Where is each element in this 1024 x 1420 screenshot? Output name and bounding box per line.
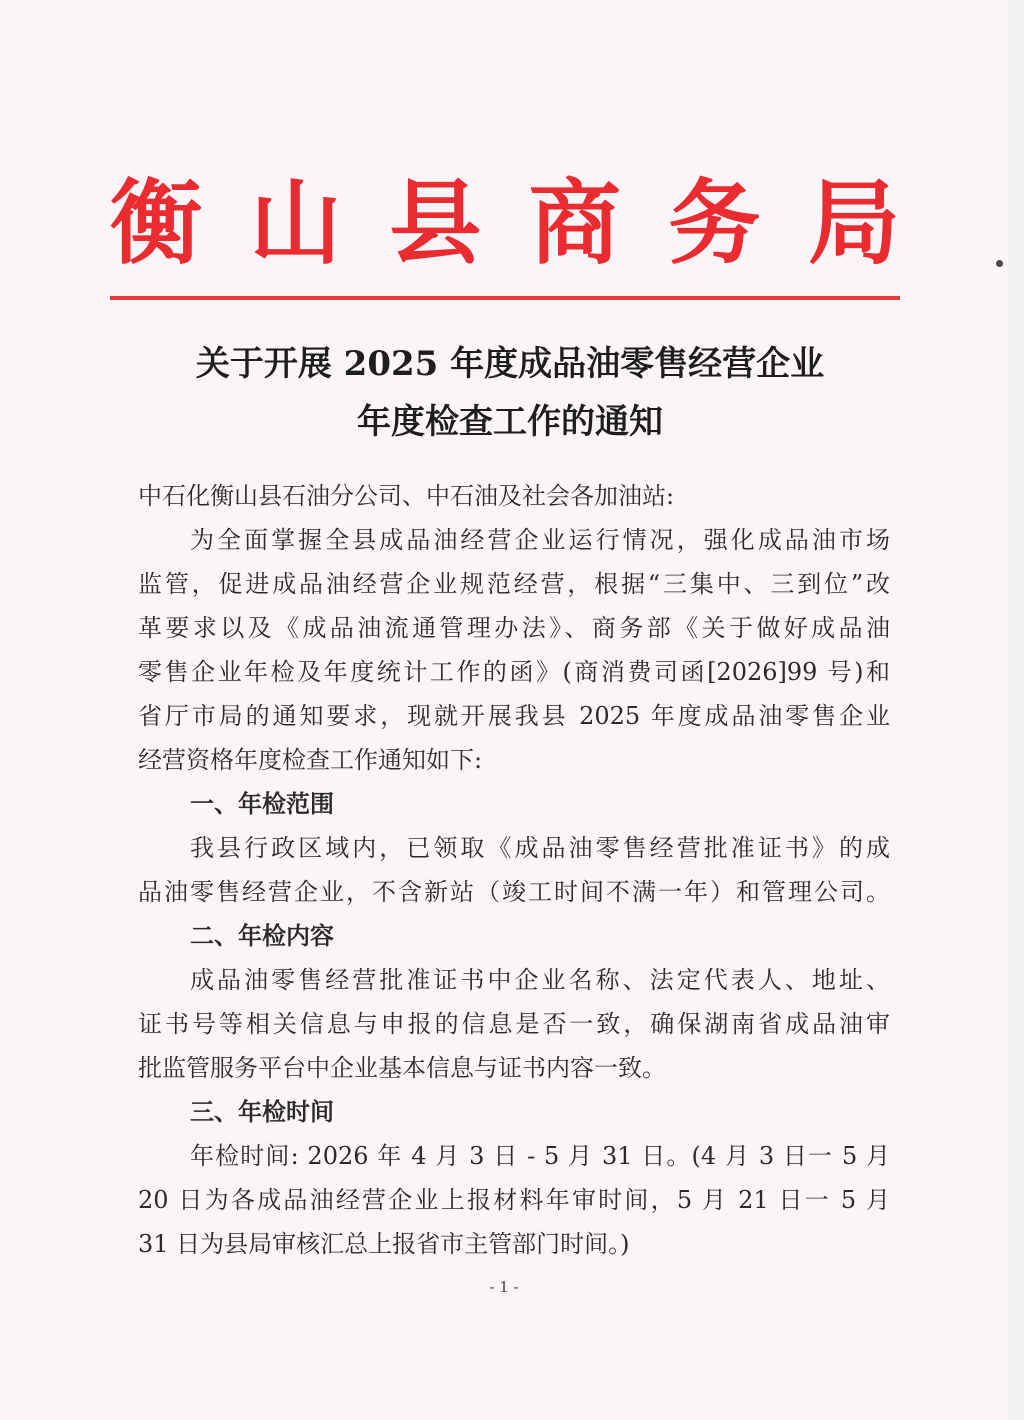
section-line: 证书号等相关信息与申报的信息是否一致，确保湖南省成品油审 — [138, 1010, 890, 1038]
scan-speck — [996, 260, 1003, 267]
section-line: 批监管服务平台中企业基本信息与证书内容一致。 — [138, 1054, 666, 1082]
intro-line: 零售企业年检及年度统计工作的函》(商消费司函[2026]99 号)和 — [138, 658, 890, 686]
org-char: 务 — [668, 169, 761, 277]
section-line: 31 日为县局审核汇总上报省市主管部门时间。) — [138, 1230, 630, 1258]
org-char: 衡 — [110, 169, 203, 277]
intro-line: 监管，促进成品油经营企业规范经营，根据“三集中、三到位”改 — [138, 570, 890, 598]
section-heading: 一、年检范围 — [190, 790, 334, 818]
page-number: - 1 - — [489, 1278, 519, 1296]
intro-line: 为全面掌握全县成品油经营企业运行情况，强化成品油市场 — [190, 526, 890, 554]
org-char: 局 — [807, 169, 900, 277]
intro-line: 经营资格年度检查工作通知如下: — [138, 746, 483, 774]
intro-line: 革要求以及《成品油流通管理办法》、商务部《关于做好成品油 — [138, 614, 890, 642]
section-line: 年检时间: 2026 年 4 月 3 日 - 5 月 31 日。(4 月 3 日一 5 月 — [190, 1142, 890, 1170]
addressee: 中石化衡山县石油分公司、中石油及社会各加油站: — [138, 482, 675, 510]
section-line: 20 日为各成品油经营企业上报材料年审时间，5 月 21 日一 5 月 — [138, 1186, 890, 1214]
section-line: 成品油零售经营批准证书中企业名称、法定代表人、地址、 — [190, 966, 890, 994]
document-title-line-2: 年度检查工作的通知 — [357, 402, 663, 442]
org-char: 县 — [389, 169, 482, 277]
section-line: 我县行政区域内，已领取《成品油零售经营批准证书》的成 — [190, 834, 890, 862]
org-char: 山 — [249, 169, 342, 277]
section-line: 品油零售经营企业，不含新站（竣工时间不满一年）和管理公司。 — [138, 878, 890, 906]
document-title-line-1: 关于开展 2025 年度成品油零售经营企业 — [195, 344, 825, 384]
issuing-organization-header — [110, 168, 900, 278]
org-char: 商 — [528, 169, 621, 277]
section-heading: 三、年检时间 — [190, 1098, 334, 1126]
intro-line: 省厅市局的通知要求，现就开展我县 2025 年度成品油零售企业 — [138, 702, 890, 730]
section-heading: 二、年检内容 — [190, 922, 334, 950]
scan-margin — [1008, 0, 1024, 1420]
header-divider — [110, 296, 900, 300]
